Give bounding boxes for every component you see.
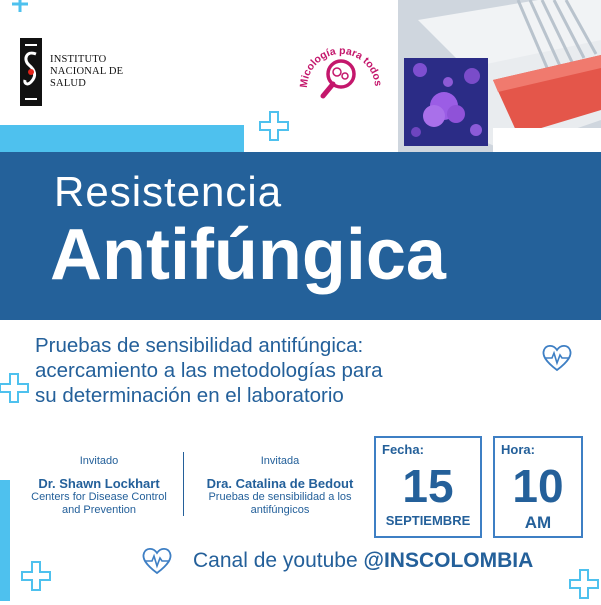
decorative-band [0, 125, 244, 155]
subtitle-line: su determinación en el laboratorio [35, 384, 344, 407]
guest-role: Invitada [260, 455, 300, 467]
plus-icon [568, 568, 600, 605]
subtitle-line: acercamiento a las metodologías para [35, 359, 383, 382]
guest-card [190, 455, 370, 517]
time-hour: 10 [512, 460, 564, 512]
institution-name [50, 54, 123, 90]
guest-role: Invitado [79, 455, 119, 467]
subtitle [35, 333, 535, 408]
guest-affiliation: antifúngicos [250, 504, 310, 516]
date-box [374, 436, 482, 538]
date-label: Fecha: [382, 442, 424, 457]
guest-name: Dr. Shawn Lockhart [38, 476, 160, 491]
institution-name-line: INSTITUTO [50, 54, 107, 65]
institution-name-line: SALUD [50, 78, 87, 89]
subtitle-line: Pruebas de sensibilidad antifúngica: [35, 334, 364, 357]
title-line-1: Resistencia [54, 168, 283, 215]
fungi-microscopy-image [404, 58, 488, 146]
title-line-2: Antifúngica [50, 215, 446, 295]
ins-logo-icon [20, 38, 42, 106]
institution-name-line: NACIONAL DE [50, 66, 124, 77]
time-period: AM [524, 513, 552, 532]
time-label: Hora: [501, 442, 535, 457]
plus-icon [0, 372, 30, 409]
time-box [493, 436, 583, 538]
heart-pulse-icon [141, 547, 173, 580]
guest-affiliation: Centers for Disease Control [31, 491, 167, 503]
heart-pulse-icon [541, 344, 573, 377]
guest-card [16, 455, 182, 517]
micologia-para-todos-logo [295, 30, 385, 110]
channel-handle[interactable]: @INSCOLOMBIA [363, 549, 534, 572]
date-month: SEPTIEMBRE [385, 513, 471, 528]
guest-divider [183, 452, 184, 516]
plus-icon [258, 110, 290, 147]
guest-affiliation: Pruebas de sensibilidad a los [208, 491, 352, 503]
decorative-band [0, 480, 10, 601]
plus-icon [10, 0, 30, 19]
plus-icon [20, 560, 52, 597]
guest-affiliation: and Prevention [62, 504, 136, 516]
date-day: 15 [402, 460, 454, 512]
guest-name: Dra. Catalina de Bedout [206, 476, 354, 491]
channel-prefix: Canal de youtube [193, 549, 358, 572]
campaign-logo-text: Micología para todos [297, 44, 385, 89]
youtube-channel[interactable] [193, 549, 533, 573]
